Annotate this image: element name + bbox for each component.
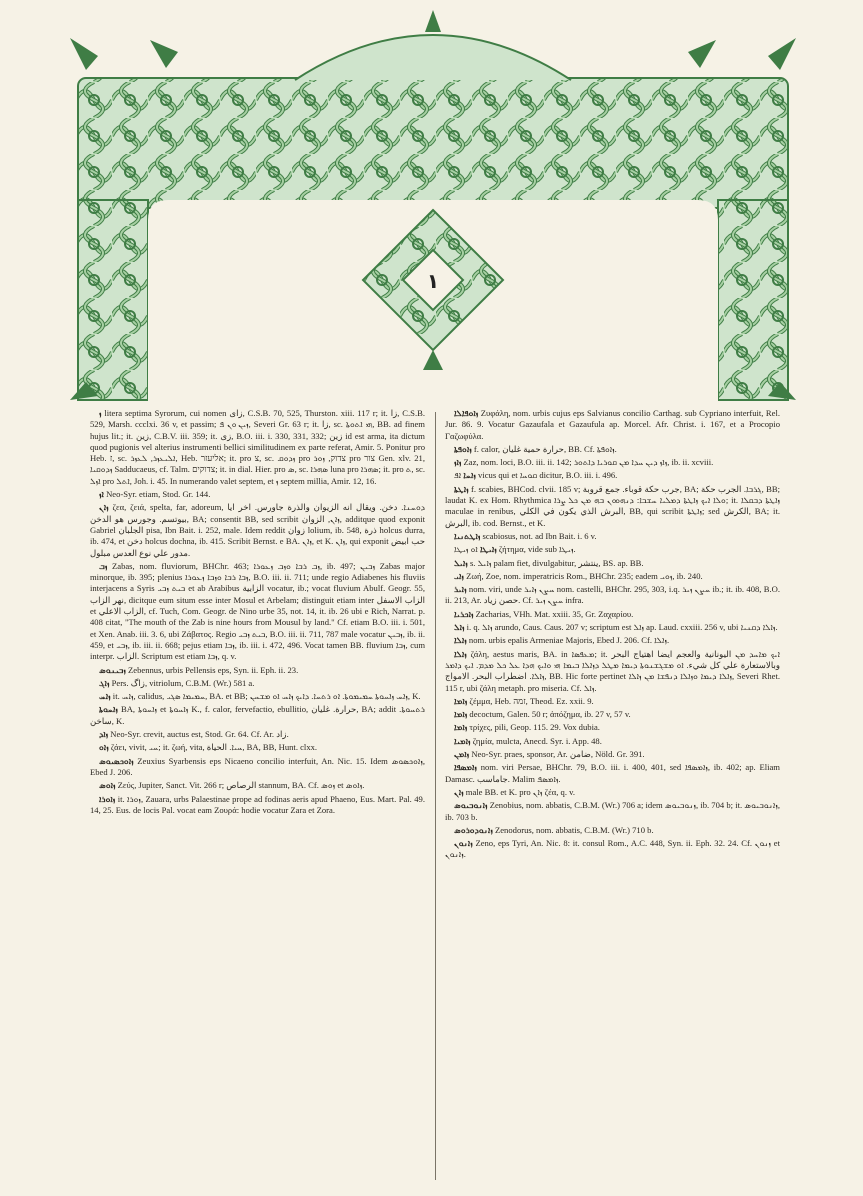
dictionary-entry (90, 704, 425, 727)
left-column (90, 408, 425, 1188)
entry-headword: ܙܐܘܦܬܐ (454, 443, 472, 454)
dictionary-entry (90, 408, 425, 487)
dictionary-entry (90, 691, 425, 702)
entry-headword: ܙܐܢܘܕܘܪܘܣ (454, 824, 493, 835)
dictionary-entry (445, 470, 780, 481)
dictionary-entry (445, 584, 780, 607)
entry-definition: f. calor, حرارة حمية غليان, BB. Cf. ܙܐܘܦܬܐ. (471, 443, 617, 454)
dictionary-entry (90, 665, 425, 676)
entry-definition: decoctum, Galen. 50 r; ἀπόζημα, ib. 27 v, 57 v. (467, 709, 631, 720)
entry-definition: BA, ܙܐܚܘܬܐ et ܙܐܚܘܬܐ K., f. calor, fervefactio, ebullitio, حرارة. غليان, BA; addit ܪܬܚܘܬܐ. ساخن, K. (90, 704, 425, 726)
entry-definition: nom. urbis epalis Armeniae Majoris, Ebed J. 206. Cf. ܙܐܠܐ. (466, 635, 670, 646)
entry-definition: Zeno, eps Tyri, An. Nic. 8: it. consul Rom., A.C. 448, Syn. ii. Eph. 32. 24. Cf. ܙܢܘܢ et ܙܐܢܘܢ. (445, 838, 780, 860)
dictionary-entry (445, 622, 780, 633)
entry-definition: male BB. et K. pro ܙܐܢ ζέα, q. v. (463, 786, 576, 797)
dictionary-entry (90, 794, 425, 817)
dictionary-entry (445, 825, 780, 836)
entry-headword: ܙ (99, 408, 102, 418)
entry-headword: ܙܐܝ (454, 570, 464, 581)
entry-definition: Zeuxius Syarbensis eps Nicaeno concilio interfuit, An. Nic. 15. Idem ܙܐܘܟܣܘܣ, Ebed J. 206. (90, 755, 425, 777)
entry-definition: Zabas, nom. fluviorum, BHChr. 463; ܙܒ ܪܒܐ ܘܙܒ ܙܥܘܪܐ, ib. 497; ܙܒܝܢ Zabas major minorque, ib. 395; plenius ܙܒܐ ܪܒܐ ܘܙܒܐ ܙܥܘܪܐ, B.O. iii. ii. 711; unde regio Adiabenes his fluviis interjacens a Syris ܒܝܬ ܙܒܝ et ab Arabibus الزابية vocatur, ib.; vocat fluvium Abulf. Geogr. 55, نهر الزاب, dicitque eum situm esse inter Mosul et Arbelam; distinguit etiam inter الزاب الاسفل et الزاب الاعلي, cf. Tuch, Com. Geogr. de Nino urbe 35, not. 14, it. ib. 26 ubi e Rich, Narrat. p. 408 citat, "The mouth of the Zab is nine hours from Mousul by land." Cf. etiam B.O. iii. i. 501, et Xen. Anab. iii. 3. 6, ubi Ζάβατος. Regio ܒܝܬ ܙܒܝ, B.O. iii. ii. 711, 787 male vocatur ܙܒܝܢ, ib. ii. 459, et ܙܒܝ, ib. iii. ii. 668; pejus etiam ܙܒܐ, ib. iii. i. 472, 496. Vocat tamen BB. fluvium ܙܒܐ, cum interpr. الزاب. Scriptum est etiam ܙܒܐ, q. v. (90, 560, 425, 662)
entry-headword: ܙܐܛܬܢܝܐ (454, 530, 481, 541)
entry-headword: ܙܐܡܐ (454, 709, 468, 720)
dictionary-entry (90, 678, 425, 689)
dictionary-entry (90, 780, 425, 791)
entry-definition: ܐܘ ܙܝܛܐ ζήτημα, vide sub ܙܝܛܐ. (454, 544, 576, 555)
entry-definition: nom. viri Persae, BHChr. 79, B.O. iii. i. 400, 401, sed ܙܐܡܣܦܐ, ib. 402; ap. Eliam Damasc. جاماسب. Malim ܙܐܡܣܦ. (445, 762, 780, 784)
dictionary-entry (445, 408, 780, 442)
entry-headword: ܙܐܘܟܣܝܘܣ (99, 755, 134, 766)
entry-headword: ܙܐܘܪܐ (99, 793, 116, 804)
entry-definition: Neo-Syr. crevit, auctus est, Stod. Gr. 64. Cf. Ar. زاد. (108, 729, 289, 740)
entry-headword: ܙܐܠܐ (454, 648, 467, 659)
entry-definition: Zacharias, VHh. Mat. xxiii. 35, Gr. Ζαχαρίου. (473, 608, 634, 619)
dictionary-entry (445, 531, 780, 542)
entry-definition: scabiosus, not. ad Ibn Bait. i. 6 v. (480, 530, 597, 541)
entry-definition: ζάει, vivit, ܚܝ; it. ζωή, vita, ܚܝܐ. الحياة, BA, BB, Hunt. clxx. (108, 742, 318, 753)
entry-definition: it. ܙܐܚ, calidus, ܚܡܝܡܐ ܣܓܝ, BA. et BB; ܙܐܚ ܙܐܚܘܬܐ ܚܡܝܡܘܬܐ. ܐܘ ܪܬܚܐ. ܕܐܝܟ ܙܐܚ ܐܘ ܡܫܚܢ, K. (110, 691, 421, 702)
dictionary-entry (445, 709, 780, 720)
entry-headword: ܙܐܡܐ (454, 695, 468, 706)
entry-headword: ܙܐܘܦܐܠܐ (454, 408, 479, 418)
dictionary-entry (445, 762, 780, 785)
dictionary-entry (90, 502, 425, 558)
knotwork-headpiece-ornament (40, 10, 826, 410)
entry-definition: f. scabies, BHCod. clvii. 185 v; جرب حكة قوباء. جمع قروبة, BA; ܓܪܒܐ. الجرب حكة, BB; laudat K. ex Hom. Rhythmica ܘܠܐ ܐܝܟ ܙܐܛܬܐ ܕܡܠܝܐ ܚܫܒܐ: ܕܢܗܘܘܢ ܒܗ ܡܢ ܟܠ ܨܪܐ; it. ܙܐܛܬܐ ܕܒܩܠܐ maculae in renibus, البرش الذي يكون في الكلي, BB, qui scribit ܙܐܛܬܐ; sed الكرش, BA; it. البرش, ib. cod. Bernst., et K. (445, 483, 780, 528)
entry-definition: τρίχες, pili, Geop. 115. 29. Vox dubia. (467, 722, 600, 733)
entry-headword: ܙܐܡܢ (454, 749, 470, 760)
entry-definition: ζέμμα, Heb. זמה, Theod. Ez. xxii. 9. (467, 695, 594, 706)
dictionary-entry (445, 444, 780, 455)
entry-definition: Pers. زاگ, vitriolum, C.B.M. (Wr.) 581 a. (109, 677, 255, 688)
entry-headword: ܙܐܙ (454, 457, 462, 468)
entry-headword: ܙܐܓ (99, 677, 110, 688)
dictionary-entry (90, 756, 425, 779)
dictionary-entry (90, 742, 425, 753)
entry-definition: ζεα, ζειά, spelta, far, adoreum, ܕܘܚܢܐ. دخن. ويقال انه الزيوان والذرة جاورس. اخر ايا بيوتسم. وجورس هو الدخن, BA; consentit BB, sed scribit ܙܐܢ, الزوان, additque quod exponit Gabriel الجلبان pisa, Ibn Bait. i. 252, male. Idem reddit زوان lolium, ib. 548, ذرة holcus durra, ib. 474, et دخن holcus dochna, ib. 415. Scribit Bernst. e BA. ܙܐܢ, et K. ܙܐܢ, qui exponit حب ابيض مدور علي نوع العدس مبلول. (90, 502, 425, 558)
entry-definition: nom. viri, unde ܚܨܢ ܙܐܝܪ nom. castelli, BHChr. 295, 303, i.q. ܚܨܢ ܙܝܪ ib.; it. ib. 408, B.O. ii. 213, Ar. حصن زياد. Cf. ܚܨܢ ܙܝܪ infra. (445, 584, 780, 606)
entry-definition: Zenobius, nom. abbatis, C.B.M. (Wr.) 706 a; idem ܙܢܘܒܝܘܣ, ib. 704 b; it. ܙܐܢܘܒܝܘܣ, ib. 703 b. (445, 800, 780, 822)
entry-headword: ܙܐܛܬܐ (454, 483, 469, 494)
page-number: ١ (426, 269, 440, 293)
entry-headword: ܙܐܡܣܦܐ (454, 762, 477, 773)
entry-headword: ܙܐܚܐ (463, 470, 476, 481)
entry-headword: ܙܐܘ (99, 742, 109, 753)
dictionary-entry (445, 696, 780, 707)
column-divider (435, 412, 436, 1180)
entry-headword: ܙܐܘܣ (99, 780, 116, 791)
dictionary-entry (445, 749, 780, 760)
dictionary-entry (90, 489, 425, 500)
entry-definition: Ζωή, Zoe, nom. imperatricis Rom., BHChr. 235; eadem ܙܘܝ, ib. 240. (463, 570, 703, 581)
entry-definition: litera septima Syrorum, cui nomen زاى, C.S.B. 70, 525, Thurston. xiii. 117 r; it. زا, C.S.B. 529, Marsh. ccclxi. 36 v, et passim; ܙܝܢ ܘܢ ܦ, Severi Gr. 63 r; it. زا, sc. ܗܝ ܐܬܘܬܐ, BB. ad finem hujus lit.; it. زين, C.B.V. iii. 359; it. زى, B.O. iii. i. 330, 331, 332; زين id est arma, ita dictum quod pugionis vel alterius instrumenti bellici similitudinem ex parte referat, Amir. 5. Ponitur pro Heb. ז, sc. ܐܠܝܥܙܪ, ܠܥܙܪ, Heb. אליעזר; it. pro צ, sc. ܙܕܘܩ pro צדוק, ܙܘܪ pro צור Gen. xlv. 21, ܙܕܘܩܝܐ Sadducaeus, cf. Talm. צדוקים; it. in dial. Hier. pro ܣ, sc. ܣܗܪܐ luna pro ܣܗܪܐ; it. pro ܬ, sc. ܐܙܠ pro ܐܬܠ, Joh. i. 45. In numerando valet septem, et ܙ septem millia, Amir. 12, 16. (90, 408, 425, 486)
entry-headword: ܙܐܕ (99, 729, 109, 740)
dictionary-entry (445, 800, 780, 823)
entry-headword: ܙܐܢܘܒܝܘܣ (454, 800, 488, 811)
dictionary-entry (445, 457, 780, 468)
entry-headword: ܙܒ (99, 560, 108, 571)
dictionary-entry (445, 558, 780, 569)
dictionary-entry (445, 838, 780, 861)
entry-definition: Zebennus, urbis Pellensis eps, Syn. ii. Eph. ii. 23. (125, 664, 299, 675)
dictionary-entry (445, 484, 780, 529)
entry-definition: i. q. ܙܐܠ arundo, Caus. Caus. 207 v; scriptum est ܙܐܠ ap. Laud. cxxiii. 256 v, ubi ܙܐܠܐ ܕܩܢܝܐ. (464, 622, 778, 633)
dictionary-entry (445, 722, 780, 733)
dictionary-entry (445, 787, 780, 798)
entry-headword: ܙܐܡܐ (454, 722, 468, 733)
dictionary-entry (90, 561, 425, 663)
entry-headword: ܙܐܡܝܐ (454, 735, 471, 746)
entry-headword: ܙܐܢ (454, 786, 464, 797)
entry-definition: Zenodorus, nom. abbatis, C.B.M. (Wr.) 710 b. (492, 824, 654, 835)
entry-headword: ܙܐܢܘܢ (454, 838, 473, 849)
dictionary-entry (445, 571, 780, 582)
entry-headword: ܙܐܝܛܐ (479, 544, 497, 555)
entry-headword: ܙܐܚ (99, 691, 111, 702)
entry-definition: Ζεύς, Jupiter, Sanct. Vit. 266 r; الرصاص stannum, BA. Cf. ܙܘܣ et ܙܐܘܣ. (115, 780, 365, 791)
dictionary-entry (445, 736, 780, 747)
entry-headword: ܙܐܢ (99, 502, 109, 513)
entry-definition: Zaz, nom. loci, B.O. iii. ii. 142; ܙܐܙ ܕܝܢ ܚܕܐ ܡܢ ܩܘܪܝܐ ܕܐܬܘܪ, ib. ii. xcviii. (461, 457, 714, 468)
entry-headword: ܙܐܚܘܬܐ (99, 704, 118, 715)
entry-definition: Neo-Syr. etiam, Stod. Gr. 144. (103, 489, 211, 500)
entry-headword: ܙܐܠܐ (454, 635, 467, 646)
entry-definition: ζημία, mulcta, Anecd. Syr. i. App. 48. (470, 735, 602, 746)
entry-definition: it. ܙܘܪܐ, Zauara, urbs Palaestinae prope ad fodinas aeris apud Phaeno, Eus. Mart. Pal. 49. 14, 25. Eus. de locis Pal. vocat eam Ζουρά: hodie vocatur Zara et Zora. (90, 793, 425, 815)
entry-headword: ܙܐܠ (454, 622, 465, 633)
entry-headword: ܙܒܝܢܘܣ (99, 664, 126, 675)
entry-definition: Neo-Syr. praes, sponsor, Ar. ضامن, Nöld. Gr. 391. (469, 749, 645, 760)
entry-definition: ܐܦ vicus qui et ܩܘܚܐ dicitur, B.O. iii. i. 496. (454, 470, 618, 481)
dictionary-entry (445, 544, 780, 555)
entry-headword: ܐܙ (99, 489, 104, 500)
dictionary-entry (445, 635, 780, 646)
entry-headword: ܙܐܝܪ (454, 584, 467, 595)
entry-definition: ζάλη, aestus maris, BA. in ܡܥܦܣܐ; it. ܐܝܟ ܡܐܚܕ ܡܢ اليونانية والعجم ايضا اهتياج البحر وبالاستعارة علي كل شيء. ܐܘ ܡܫܓܫܢܘܬܐ ܕܝܡܐ ܡܛܠ ܕܙܐܠܐ ܒܝܡܐ ܗܝ ܘܐܝܟ ܗܕܐ ܥܠ ܟܠ ܡܕܡ. ܐܝܟ ܕܐܡܪ ܙܐܠܐ. اضطراب البحر. الامواج, BB. Hic forte pertinet ܙܐܠܐ ܕܝܡܐ ܘܙܐܠܐ ܕܢܦܫܐ ܡܢ ܙܐܠܐ, Severi Rhet. 115 r, ubi ζάλη metaph. pro miseria. Cf. ܙܐܠ. (445, 648, 780, 693)
entry-columns (90, 408, 780, 1188)
entry-headword: ܙܐܟܪܝܐ (454, 608, 474, 619)
dictionary-entry (445, 649, 780, 694)
dictionary-entry (90, 729, 425, 740)
entry-definition: s. ܙܐܝܠ palam fiet, divulgabitur, ينتشر, BS. ap. BB. (467, 557, 644, 568)
entry-headword: ܙܐܝܠ (454, 557, 468, 568)
entry-definition: Ζυφάλη, nom. urbis cujus eps Salvianus concilio Carthag. sub Cypriano interfuit, Rel. Jur. 86. 9. Vocatur Gazaufala et Gazaufula ap. Morcel. Afr. Christ. i. 167, et a Procopio Γαζωφύλα. (445, 408, 780, 441)
dictionary-entry (445, 609, 780, 620)
right-column (445, 408, 780, 1188)
